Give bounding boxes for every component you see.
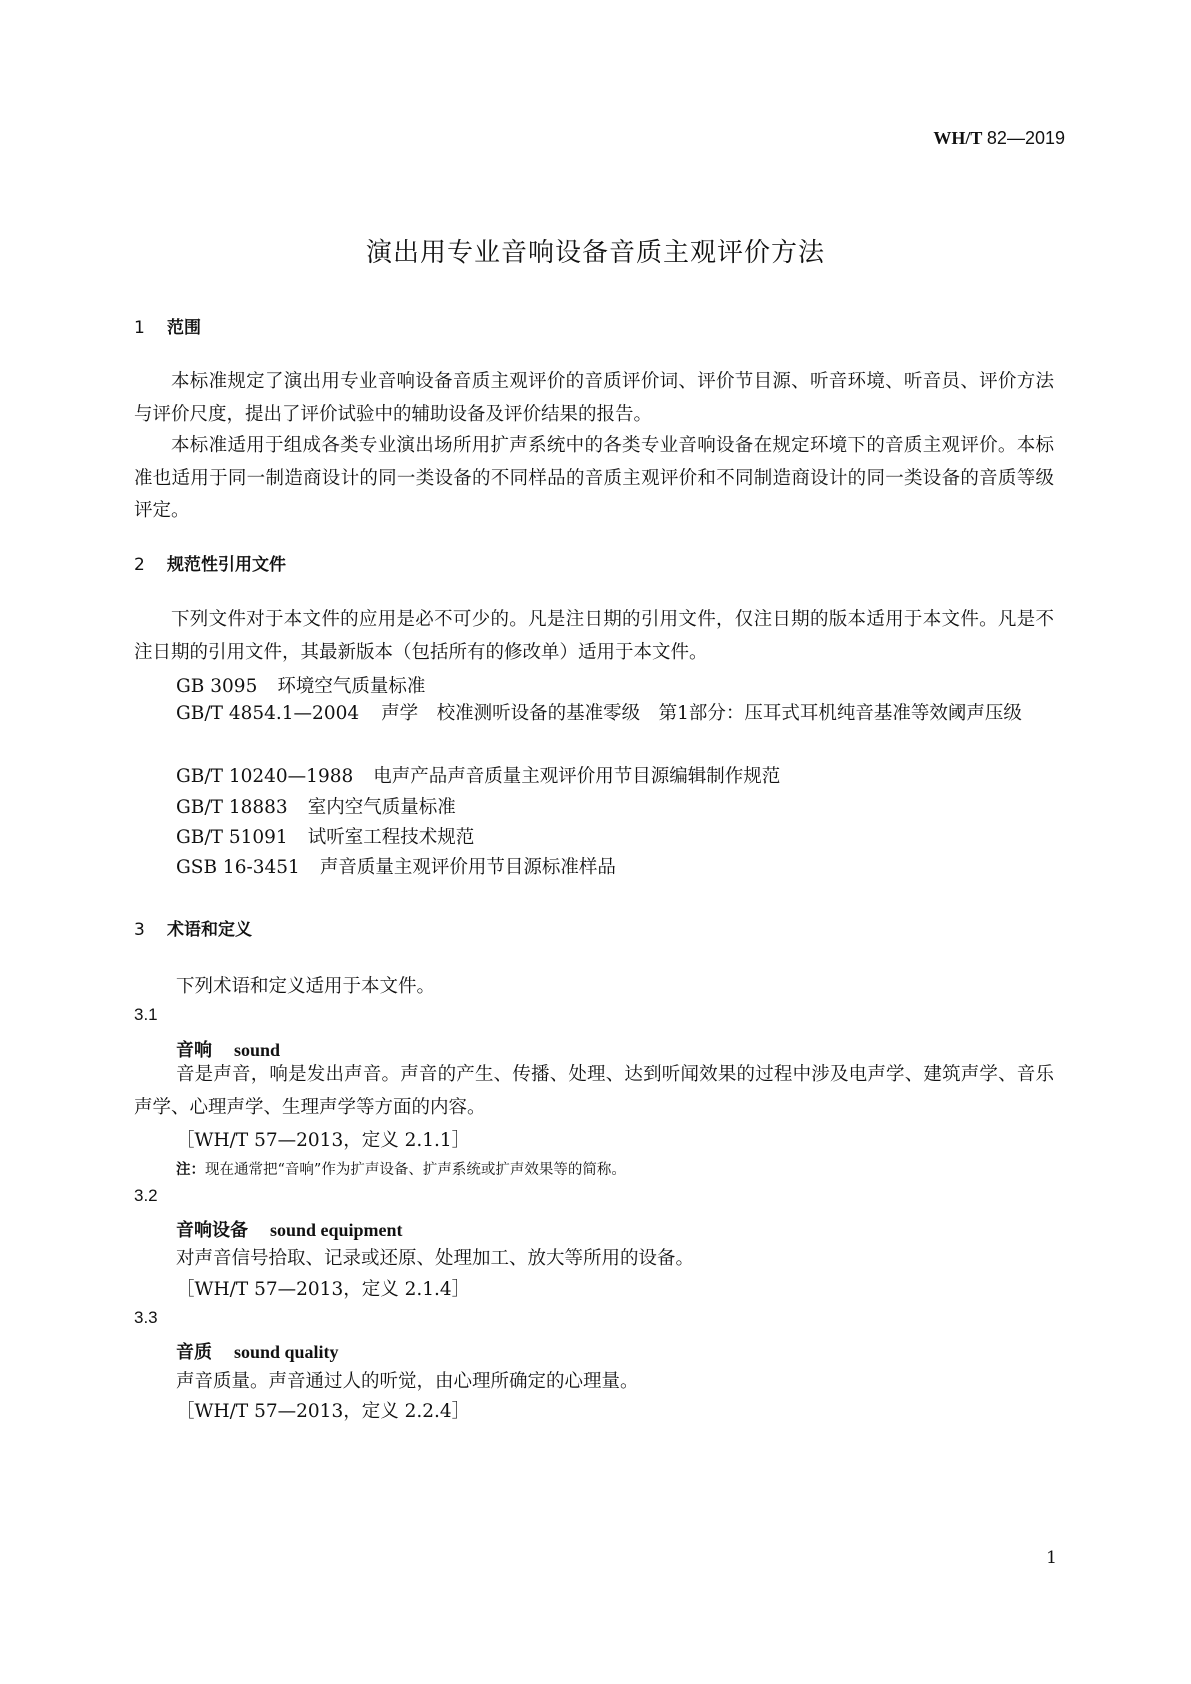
- reference-code: GB 3095: [176, 676, 258, 697]
- standard-number: 82—2019: [986, 128, 1065, 148]
- term-en: sound equipment: [270, 1220, 403, 1240]
- reference-item: [176, 672, 425, 698]
- term-zh: 音响: [176, 1040, 212, 1061]
- reference-item: [176, 793, 456, 819]
- reference-code: GB/T 4854.1—2004: [176, 703, 360, 724]
- references-intro: 下列文件对于本文件的应用是必不可少的。凡是注日期的引用文件，仅注日期的版本适用于本文件。凡是不注日期的引用文件，其最新版本（包括所有的修改单）适用于本文件。: [134, 609, 1054, 663]
- term-definition: 对声音信号拾取、记录或还原、处理加工、放大等所用的设备。: [176, 1248, 695, 1269]
- reference-title: 电声产品声音质量主观评价用节目源编辑制作规范: [373, 766, 781, 787]
- term-definition: 音是声音，响是发出声音。声音的产生、传播、处理、达到听闻效果的过程中涉及电声学、建筑声学、音乐声学、心理声学、生理声学等方面的内容。: [134, 1064, 1054, 1118]
- reference-item: [176, 853, 616, 879]
- document-title: 演出用专业音响设备音质主观评价方法: [365, 238, 825, 268]
- clause-number: 3.1: [134, 1005, 158, 1024]
- page-number: 1: [1046, 1548, 1057, 1568]
- clause-number: 3.2: [134, 1186, 158, 1205]
- reference-title: 声音质量主观评价用节目源标准样品: [319, 857, 616, 878]
- reference-code: GB/T 51091: [176, 827, 288, 848]
- reference-title: 室内空气质量标准: [307, 797, 456, 818]
- term-heading: [176, 1338, 339, 1364]
- term-en: sound: [234, 1040, 281, 1060]
- note-label: 注：: [176, 1161, 205, 1178]
- section-title: 术语和定义: [167, 920, 252, 940]
- reference-code: GSB 16-3451: [176, 857, 300, 878]
- scope-paragraph-1: 本标准规定了演出用专业音响设备音质主观评价的音质评价词、评价节目源、听音环境、听音员、评价方法与评价尺度，提出了评价试验中的辅助设备及评价结果的报告。: [134, 371, 1054, 425]
- term-note: [176, 1158, 626, 1179]
- section-title: 规范性引用文件: [167, 555, 286, 575]
- term-en: sound quality: [234, 1342, 339, 1362]
- section-1-heading: [134, 313, 201, 338]
- section-title: 范围: [167, 318, 201, 338]
- term-source: ［WH/T 57—2013，定义 2.2.4］: [176, 1401, 471, 1422]
- term-source: ［WH/T 57—2013，定义 2.1.4］: [176, 1279, 471, 1300]
- section-3-heading: [134, 915, 252, 940]
- term-source: ［WH/T 57—2013，定义 2.1.1］: [176, 1130, 471, 1151]
- clause-number: 3.3: [134, 1308, 158, 1327]
- section-number: 2: [134, 555, 145, 575]
- section-2-heading: [134, 550, 286, 575]
- standard-prefix: WH/T: [933, 128, 983, 148]
- reference-title: 声学 校准测听设备的基准零级 第1部分：压耳式耳机纯音基准等效阈声压级: [381, 703, 1022, 724]
- reference-item: [176, 823, 474, 849]
- reference-item: [176, 762, 780, 788]
- term-zh: 音响设备: [176, 1220, 248, 1241]
- terms-intro: 下列术语和定义适用于本文件。: [176, 976, 436, 997]
- standard-code: [933, 128, 1065, 149]
- reference-item: [134, 698, 1054, 731]
- reference-title: 环境空气质量标准: [277, 676, 426, 697]
- reference-code: GB/T 18883: [176, 797, 288, 818]
- section-number: 1: [134, 318, 145, 338]
- section-number: 3: [134, 920, 145, 940]
- term-zh: 音质: [176, 1342, 212, 1363]
- reference-title: 试听室工程技术规范: [307, 827, 475, 848]
- term-heading: [176, 1216, 403, 1242]
- reference-code: GB/T 10240—1988: [176, 766, 354, 787]
- note-text: 现在通常把“音响”作为扩声设备、扩声系统或扩声效果等的简称。: [205, 1162, 626, 1178]
- term-definition: 声音质量。声音通过人的听觉，由心理所确定的心理量。: [176, 1371, 639, 1392]
- scope-paragraph-2: 本标准适用于组成各类专业演出场所用扩声系统中的各类专业音响设备在规定环境下的音质主观评价。本标准也适用于同一制造商设计的同一类设备的不同样品的音质主观评价和不同制造商设计的同一类设备的音质等级评定。: [134, 435, 1054, 521]
